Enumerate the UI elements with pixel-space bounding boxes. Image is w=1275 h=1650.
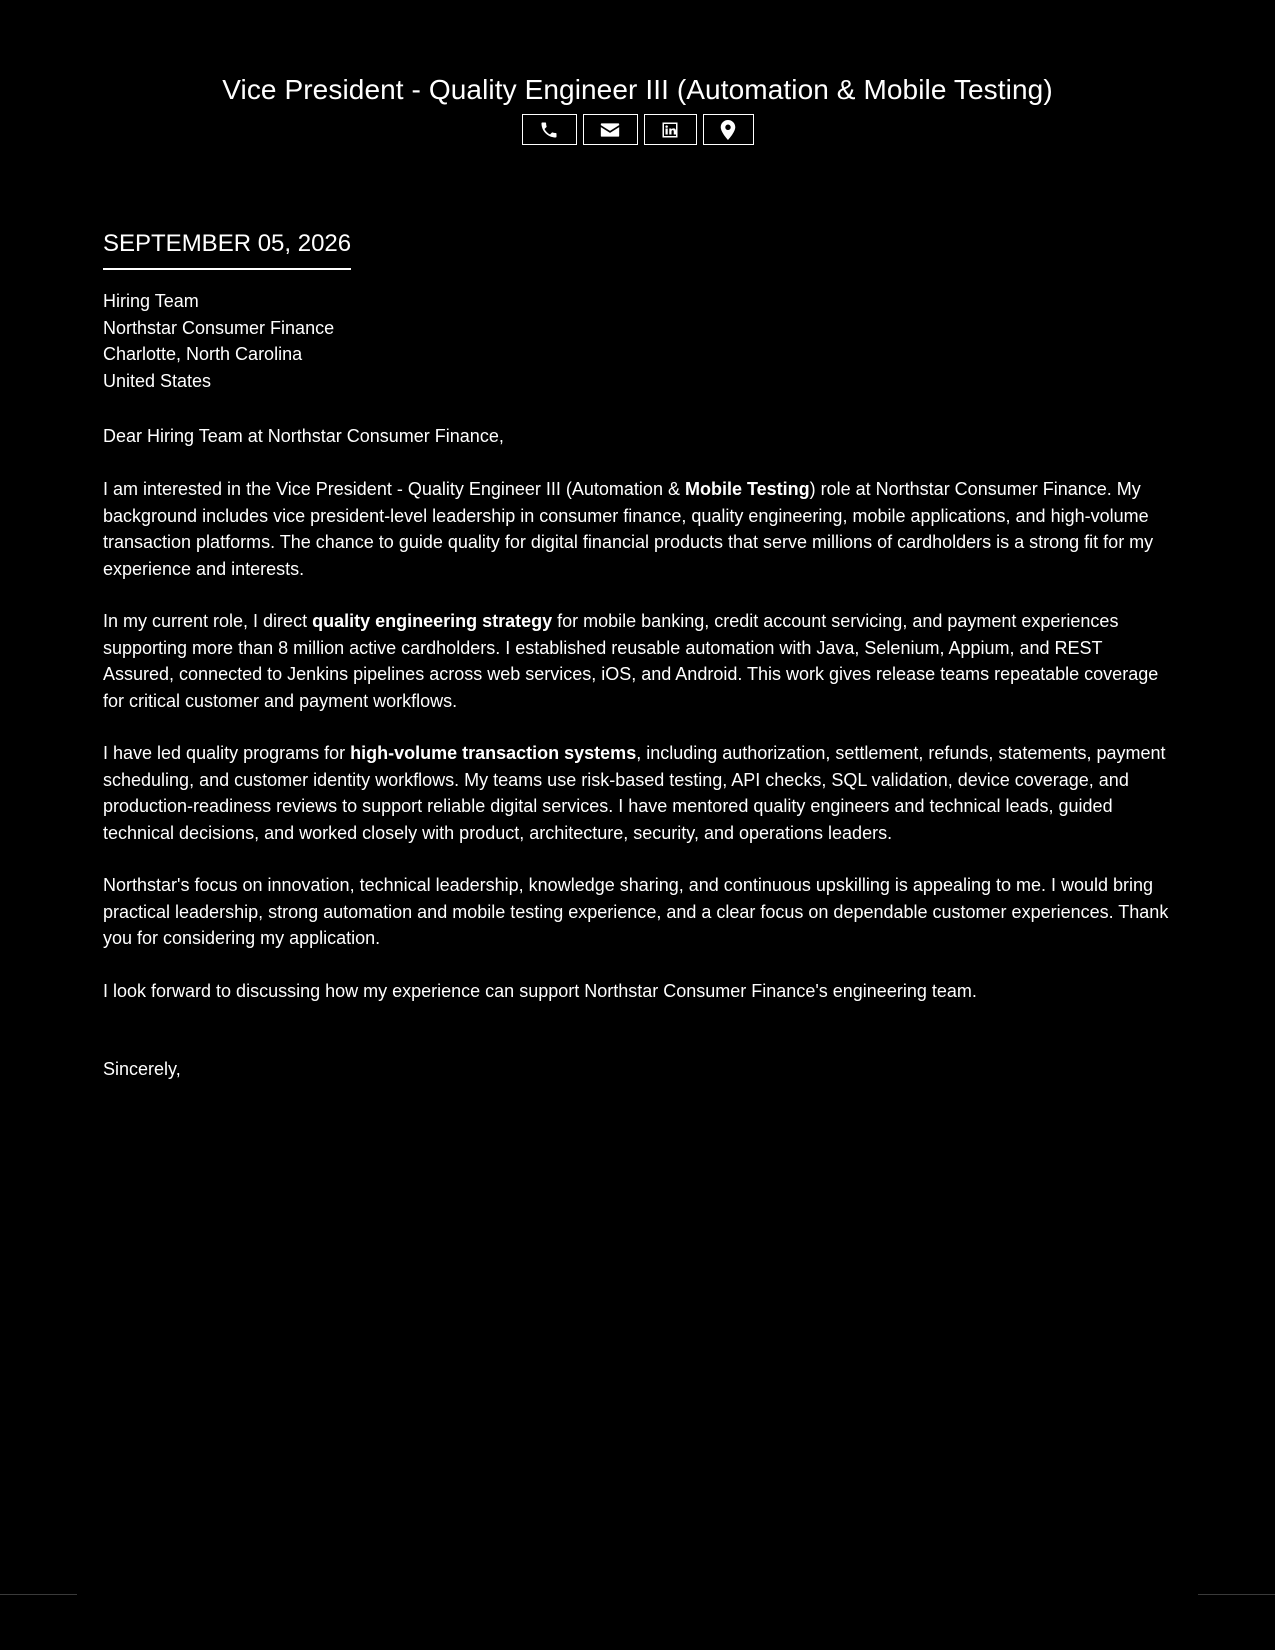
map-marker-icon	[720, 120, 736, 140]
recipient-country: United States	[103, 370, 212, 391]
linkedin-icon	[661, 121, 679, 139]
paragraph-text: ) role at Northstar Consumer Finance. My background includes vice president-level leadership in consumer finance, quality engineering, mobile applications, and high-volume transaction platforms. The chance to guide quality for digital financial products that serve millions of cardholders is a strong fit for my experience and interests.	[103, 479, 1154, 579]
envelope-icon	[600, 121, 620, 139]
recipient-company: Northstar Consumer Finance	[103, 317, 335, 338]
letter-date: SEPTEMBER 05, 2026	[103, 228, 351, 270]
paragraph-emphasis: high-volume transaction systems	[350, 743, 637, 763]
contact-icons-row	[0, 114, 1275, 145]
letter-header	[0, 72, 1275, 145]
linkedin-button[interactable]	[644, 114, 697, 145]
paragraph-text: for mobile banking, credit account servicing, and payment experiences supporting more than 8 million active cardholders. I established reusable automation with Java, Selenium, Appium, and REST Assured, connected to Jenkins pipelines across web services, iOS, and Android. This work gives release teams repeatable coverage for critical customer and payment workflows.	[103, 611, 1159, 711]
email-button[interactable]	[583, 114, 638, 145]
location-button[interactable]	[703, 114, 754, 145]
paragraph-emphasis: quality engineering strategy	[312, 611, 553, 631]
paragraph-5: I look forward to discussing how my experience can support Northstar Consumer Finance's engineering team.	[103, 981, 977, 1001]
paragraph-4: Northstar's focus on innovation, technical leadership, knowledge sharing, and continuous upskilling is appealing to me. I would bring practical leadership, strong automation and mobile testing experience, and a clear focus on dependable customer experiences. Thank you for considering my application.	[103, 875, 1169, 948]
closing: Sincerely,	[103, 1059, 181, 1079]
phone-icon	[539, 120, 559, 140]
footer-divider-right	[1198, 1594, 1275, 1595]
paragraph-text: In my current role, I direct	[103, 611, 313, 631]
phone-button[interactable]	[522, 114, 577, 145]
footer-divider-left	[0, 1594, 77, 1595]
recipient-address	[103, 288, 334, 394]
paragraph-text: , including authorization, settlement, refunds, statements, payment scheduling, and customer identity workflows. My teams use risk-based testing, API checks, SQL validation, device coverage, and production-readiness reviews to support reliable digital services. I have mentored quality engineers and technical leads, guided technical decisions, and worked closely with product, architecture, security, and operations leaders.	[103, 743, 1166, 843]
paragraph-emphasis: Mobile Testing	[684, 479, 810, 499]
recipient-line: Hiring Team	[103, 291, 199, 311]
date-block	[103, 228, 351, 270]
paragraph-text: I have led quality programs for	[103, 743, 351, 763]
recipient-city: Charlotte, North Carolina	[103, 344, 303, 364]
page-title: Vice President - Quality Engineer III (Automation & Mobile Testing)	[222, 74, 1053, 105]
paragraph-text: I am interested in the Vice President - Quality Engineer III (Automation &	[103, 479, 685, 499]
paragraph-3	[103, 740, 1173, 846]
salutation: Dear Hiring Team at Northstar Consumer Finance,	[103, 426, 504, 446]
paragraph-1	[103, 476, 1173, 582]
paragraph-2	[103, 608, 1173, 714]
